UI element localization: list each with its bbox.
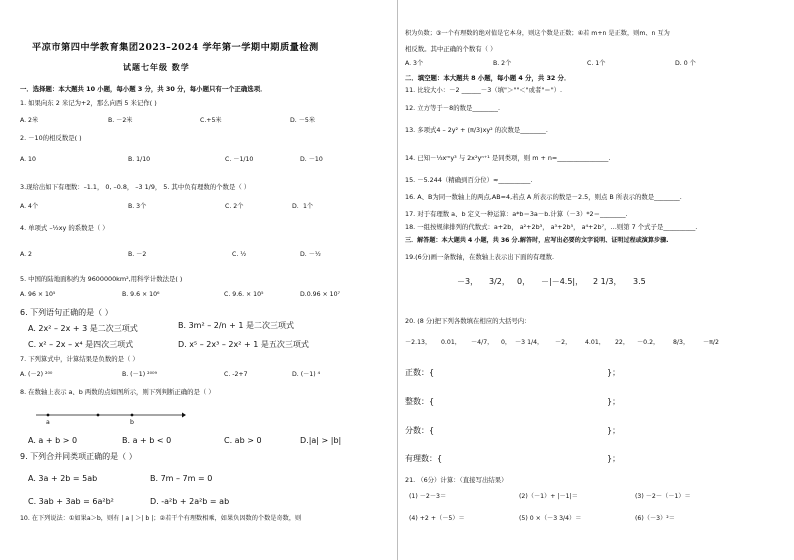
q20-number-8: 22， — [615, 339, 630, 346]
q19-number-2: 3/2， — [489, 277, 510, 286]
q19-number-6: 3.5 — [633, 277, 646, 286]
q4-option-d: D. －½ — [300, 251, 321, 258]
question-7: 7. 下列算式中，计算结果是负数的是（ ） — [20, 355, 139, 363]
q9-option-b: B. 7m – 7m = 0 — [150, 474, 213, 483]
question-18: 18. 一组按规律排列的代数式：a+2b， a²+2b³， a³+2b⁵， a⁴+2b⁷，…则第 7 个式子是__________. — [405, 223, 698, 231]
q6-option-a: A. 2x² – 2x + 3 是二次三项式 — [28, 324, 138, 333]
q1-option-b: B. －2米 — [108, 117, 133, 124]
question-10: 10. 在下列说法：①如果a＞b，则有 | a | ＞| b |；②若干个有理数相乘，如果负因数的个数是奇数，则 — [20, 515, 302, 522]
q9-option-d: D. -a²b + 2a²b = ab — [150, 497, 230, 506]
question-2: 2. －10的相反数是( ) — [20, 134, 82, 142]
q9-option-c: C. 3ab + 3ab = 6a²b² — [28, 497, 114, 506]
q10-option-c: C. 1个 — [587, 60, 606, 67]
q3-option-d: D．1个 — [292, 203, 314, 210]
q7-option-c: C. -2+7 — [224, 371, 248, 378]
question-5: 5. 中国的陆地面积约为 9600000km²,用科学计数法是( ) — [20, 275, 183, 283]
q8-option-a: A. a + b > 0 — [28, 436, 78, 445]
question-17: 17. 对于有理数 a、b 定义一种运算：a*b＝3a－b.计算（－3）*2＝________. — [405, 210, 628, 218]
q5-option-b: B. 9.6 × 10⁶ — [122, 291, 160, 298]
q20-number-10: 8/3， — [673, 339, 690, 346]
question-14: 14. 已知－⅓xᵐy³ 与 2x²yⁿ⁺¹ 是同类项，则 m + n=________________. — [405, 154, 611, 162]
q6-option-c: C. x² – 2x – x⁴ 是四次三项式 — [28, 340, 134, 349]
section-2-heading: 二．填空题：本大题共 8 小题，每小题 4 分，共 32 分． — [405, 74, 571, 82]
calc-3: (3) －2－（－1）＝ — [635, 493, 691, 500]
question-4: 4. 单项式 –½xy 的系数是（ ） — [20, 224, 109, 232]
q7-option-b: B. (－1) ²⁰⁰⁹ — [122, 371, 158, 378]
section-1-heading: 一．选择题：本大题共 10 小题，每小题 3 分，共 30 分，每小题只有一个正确选项． — [20, 85, 267, 93]
question-6: 6. 下列语句正确的是（ ） — [20, 308, 113, 317]
set-fraction-close: }； — [607, 426, 621, 435]
question-8: 8. 在数轴上表示 a、b 两数的点如图所示，则下列判断正确的是（ ） — [20, 388, 215, 396]
exam-title: 平凉市第四中学教育集团2023–2024 学年第一学期中期质量检测 — [32, 42, 319, 53]
q20-number-6: －2， — [555, 339, 572, 346]
q20-number-2: 0.01， — [441, 339, 461, 346]
q7-option-d: D. (－1) ⁴ — [292, 371, 321, 378]
question-21: 21. （6分）计算：（直接写出结果） — [405, 476, 508, 484]
q5-option-d: D.0.96 × 10⁷ — [300, 291, 340, 298]
question-20: 20. (8 分)把下列各数填在相应的大括号内： — [405, 317, 531, 325]
right-column — [397, 0, 794, 560]
exam-subtitle: 试题七年级 数学 — [123, 63, 190, 72]
q10-option-b: B. 2个 — [493, 60, 512, 67]
calc-6: (6)（－3）²＝ — [635, 515, 675, 522]
set-integer-close: }； — [607, 397, 621, 406]
calc-2: (2)（－1）+ |－1|＝ — [519, 493, 578, 500]
question-16: 16. A、B为同一数轴上的两点,AB=4,若点 A 所表示的数是－2.5，则点 B 所表示的数是________. — [405, 193, 682, 201]
q19-number-5: 2 1/3， — [593, 277, 622, 286]
question-3: 3.现给出如下有理数：–1.1， 0, –0.8， –3 1/9， 5. 其中负有理数的个数是（ ） — [20, 183, 251, 191]
set-fraction-label: 分数：{ — [405, 426, 435, 435]
q8-number-line — [36, 410, 186, 420]
q19-number-3: 0， — [517, 277, 531, 286]
question-9: 9. 下列合并同类项正确的是（ ） — [20, 452, 137, 461]
q1-option-a: A. 2米 — [20, 117, 39, 124]
q3-option-c: C. 2个 — [225, 203, 244, 210]
question-12: 12. 立方等于－8的数是________. — [405, 104, 500, 112]
q20-number-1: －2.13， — [405, 339, 432, 346]
calc-4: (4) +2 +（－5）＝ — [409, 515, 465, 522]
q7-option-a: A. (－2) ²⁰⁰ — [20, 371, 53, 378]
q20-number-7: 4.01， — [585, 339, 605, 346]
q20-number-5: －3 1/4， — [515, 339, 544, 346]
q6-option-b: B. 3m² – 2/n + 1 是二次三项式 — [178, 321, 295, 330]
q20-number-3: －4/7， — [471, 339, 494, 346]
calc-1: (1) －2－3＝ — [409, 493, 447, 500]
q20-number-11: －π/2 — [703, 339, 719, 346]
q6-option-d: D. x⁵ – 2x³ – 2x² + 1 是五次三项式 — [178, 340, 309, 349]
q8-point-a-label: a — [46, 419, 50, 426]
q8-option-d: D.|a| > |b| — [300, 436, 342, 445]
q20-number-4: 0， — [501, 339, 512, 346]
q2-option-b: B. 1/10 — [128, 156, 151, 163]
q8-option-c: C. ab > 0 — [224, 436, 262, 445]
q20-number-9: －0.2， — [637, 339, 660, 346]
set-integer-label: 整数：{ — [405, 397, 435, 406]
q2-option-c: C. －1/10 — [225, 156, 254, 163]
section-3-heading: 三．解答题：本大题共 4 小题，共 36 分.解答时，应写出必要的文字说明、证明过程或演算步骤. — [405, 237, 669, 244]
q19-number-4: －|－4.5|， — [541, 277, 584, 286]
q19-number-1: －3， — [457, 277, 479, 286]
q3-option-a: A. 4个 — [20, 203, 39, 210]
q5-option-a: A. 96 × 10⁵ — [20, 291, 56, 298]
q4-option-b: B. －2 — [128, 251, 147, 258]
set-positive-label: 正数：{ — [405, 368, 435, 377]
q1-option-d: D. －5米 — [290, 117, 316, 124]
q10-continued-line-1: 积为负数；③一个有理数的绝对值是它本身，则这个数是正数；④若 m+n 是正数，则m、n 互为 — [405, 30, 670, 37]
set-positive-close: }； — [607, 368, 621, 377]
q3-option-b: B. 3个 — [128, 203, 147, 210]
q8-point-b-label: b — [130, 419, 134, 426]
question-1: 1. 如果向东 2 米记为+2，那么向西 5 米记作( ) — [20, 99, 157, 107]
set-rational-label: 有理数：{ — [405, 454, 443, 463]
q10-option-a: A. 3个 — [405, 60, 424, 67]
calc-5: (5) 0 ×（－3 3/4）＝ — [519, 515, 582, 522]
q5-option-c: C. 9.6. × 10⁵ — [224, 291, 264, 298]
q1-option-c: C.+5米 — [200, 117, 222, 124]
q2-option-d: D. －10 — [300, 156, 323, 163]
q10-continued-line-2: 相反数。其中正确的个数有（ ） — [405, 45, 497, 53]
q9-option-a: A. 3a + 2b = 5ab — [28, 474, 98, 483]
q4-option-a: A. 2 — [20, 251, 32, 258]
set-rational-close: }； — [607, 454, 621, 463]
q2-option-a: A. 10 — [20, 156, 36, 163]
question-13: 13. 多项式4 – 2y² + (π/3)xy² 的次数是________. — [405, 126, 548, 134]
q10-option-d: D. 0 个 — [675, 60, 696, 67]
q4-option-c: C. ½ — [232, 251, 247, 258]
q8-option-b: B. a + b < 0 — [122, 436, 172, 445]
question-11: 11. 比较大小：－2 ______－3（填"＞""＜"或者"＝"）. — [405, 86, 563, 94]
question-15: 15. －5.244（精确到百分位）≈__________. — [405, 176, 533, 184]
question-19: 19.(6分)画一条数轴，在数轴上表示出下面的有理数. — [405, 253, 555, 261]
